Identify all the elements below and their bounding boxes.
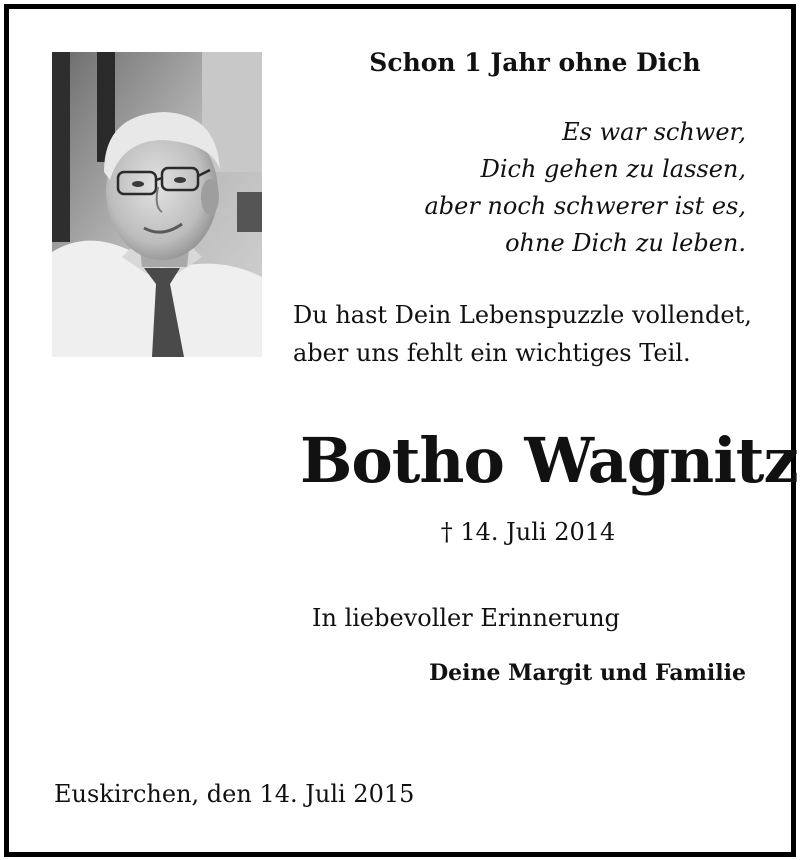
poem-line: Dich gehen zu lassen, — [480, 155, 746, 183]
death-date: † 14. Juli 2014 — [440, 518, 616, 546]
puzzle-line: aber uns fehlt ein wichtiges Teil. — [293, 339, 691, 367]
poem-line: ohne Dich zu leben. — [505, 229, 746, 257]
poem-line: Es war schwer, — [562, 118, 746, 146]
portrait-photo — [52, 52, 262, 357]
puzzle-line: Du hast Dein Lebenspuzzle vollendet, — [293, 301, 752, 329]
headline: Schon 1 Jahr ohne Dich — [369, 48, 701, 77]
puzzle-text — [293, 296, 753, 372]
poem — [290, 114, 746, 262]
poem-line: aber noch schwerer ist es, — [424, 192, 746, 220]
memory-line: In liebevoller Erinnerung — [312, 604, 620, 632]
signature: Deine Margit und Familie — [429, 660, 746, 686]
deceased-name: Botho Wagnitz — [300, 424, 798, 497]
place-date: Euskirchen, den 14. Juli 2015 — [54, 780, 415, 808]
portrait-photo-icon — [52, 52, 262, 357]
